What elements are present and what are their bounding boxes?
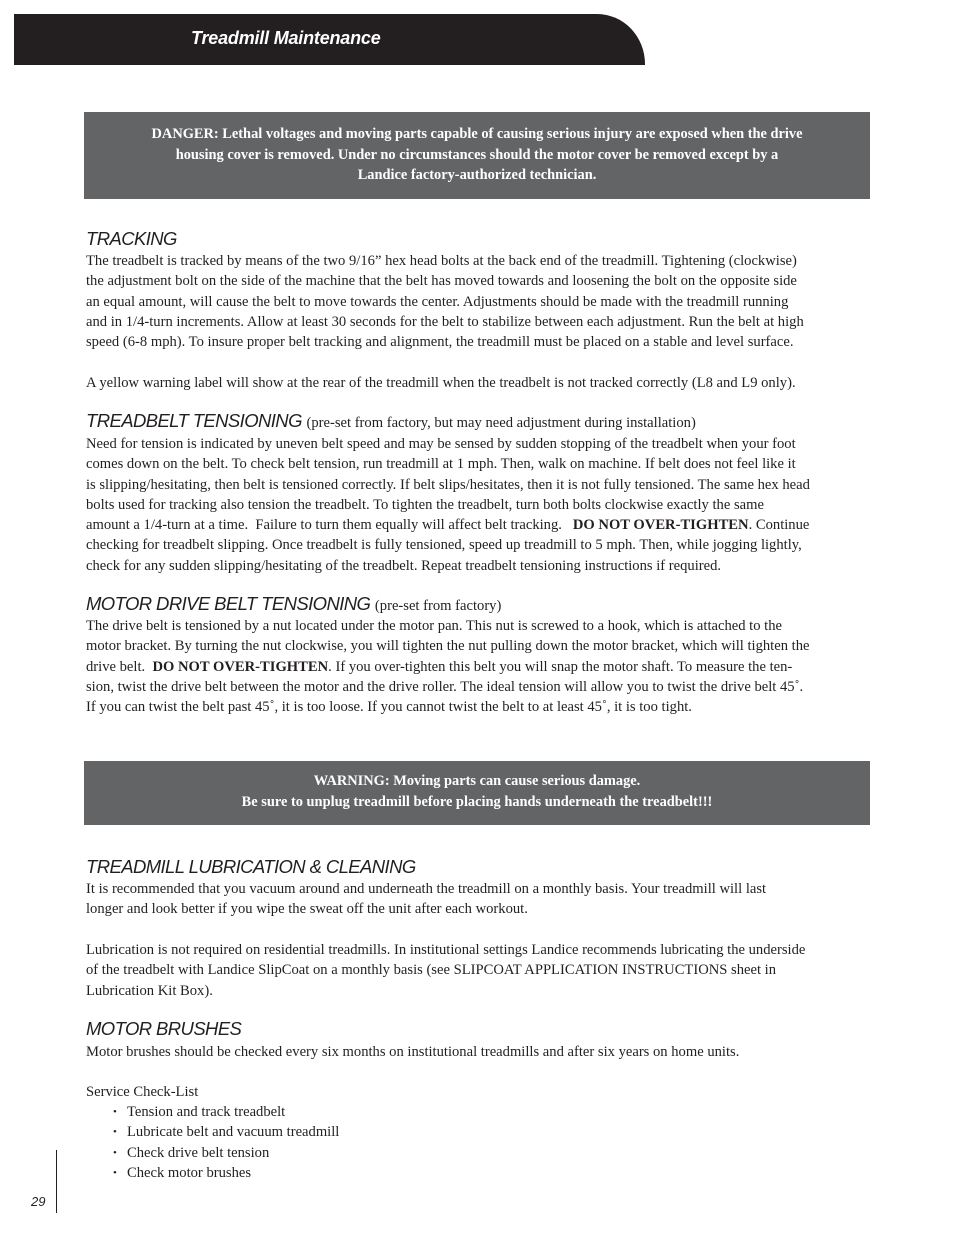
text-line: and in 1/4-turn increments. Allow at least 30 seconds for the belt to stabilize between each adjustment. Run the belt at high	[86, 313, 804, 330]
emphasis-text: DO NOT OVER-TIGHTEN	[152, 658, 329, 675]
motor-drive-belt-title: MOTOR DRIVE BELT TENSIONING	[86, 593, 371, 614]
motor-brushes-text	[86, 1042, 876, 1062]
text-line: Need for tension is indicated by uneven belt speed and may be sensed by sudden stopping of the treadbelt when your foot	[86, 436, 796, 452]
danger-line: housing cover is removed. Under no circumstances should the motor cover be removed except by a	[175, 146, 779, 163]
text-line	[86, 657, 876, 677]
warning-line: WARNING: Moving parts can cause serious damage.	[313, 773, 641, 789]
motor-brushes-heading	[86, 1018, 241, 1041]
list-item-text: Lubricate belt and vacuum treadmill	[127, 1124, 340, 1141]
danger-line: DANGER: Lethal voltages and moving parts capable of causing serious injury are exposed when the drive	[151, 126, 803, 142]
page-number: 29	[31, 1194, 46, 1209]
tracking-note	[86, 373, 876, 393]
lubrication-heading	[86, 856, 416, 879]
text-line: The drive belt is tensioned by a nut located under the motor pan. This nut is screwed to a hook, which is attached to the	[86, 618, 783, 634]
lubrication-text-2	[86, 940, 876, 1001]
lubrication-title: TREADMILL LUBRICATION & CLEANING	[86, 856, 416, 877]
text-line: motor bracket. By turning the nut clockwise, you will tighten the nut pulling down the motor bracket, which will tighten the	[86, 638, 810, 655]
text-span: drive belt.	[86, 658, 153, 675]
page-title: Treadmill Maintenance	[191, 28, 381, 48]
emphasis-text: DO NOT OVER-TIGHTEN	[572, 517, 749, 534]
list-item	[113, 1143, 339, 1163]
list-item-text: Check motor brushes	[127, 1164, 252, 1181]
text-line: speed (6-8 mph). To insure proper belt tracking and alignment, the treadmill must be placed on a stable and level surface.	[86, 334, 794, 351]
motor-brushes-title: MOTOR BRUSHES	[86, 1018, 242, 1039]
tracking-text	[86, 251, 876, 352]
page-number-rule	[56, 1150, 57, 1213]
treadbelt-tensioning-subtitle: (pre-set from factory, but may need adjustment during installation)	[306, 415, 696, 431]
tracking-title: TRACKING	[86, 228, 177, 249]
tracking-heading	[86, 228, 177, 251]
treadbelt-tensioning-title: TREADBELT TENSIONING	[86, 410, 302, 431]
text-span: . Continue	[748, 517, 810, 534]
text-span: . If you over-tighten this belt you will snap the motor shaft. To measure the ten-	[328, 658, 793, 675]
text-line: The treadbelt is tracked by means of the two 9/16” hex head bolts at the back end of the treadmill. Tightening (clockwise)	[86, 253, 797, 269]
list-item-text: Check drive belt tension	[127, 1144, 270, 1161]
text-line: A yellow warning label will show at the rear of the treadmill when the treadbelt is not tracked correctly (L8 and L9 only).	[86, 375, 796, 391]
warning-line: Be sure to unplug treadmill before placing hands underneath the treadbelt!!!	[241, 793, 713, 810]
text-line: check for any sudden slipping/hesitating of the treadbelt. Repeat treadbelt tensioning instructions if required.	[86, 557, 722, 574]
service-checklist	[113, 1102, 339, 1183]
treadbelt-tensioning-text	[86, 434, 876, 576]
bullet-icon: •	[113, 1106, 117, 1118]
bullet-icon: •	[113, 1126, 117, 1139]
text-line: comes down on the belt. To check belt tension, run treadmill at 1 mph. Then, walk on machine. If belt does not feel like it	[86, 456, 796, 473]
text-line: checking for treadbelt slipping. Once treadbelt is fully tensioned, speed up treadmill to 5 mph. Then, while jogging lightly,	[86, 537, 802, 554]
text-line: sion, twist the drive belt between the motor and the drive roller. The ideal tension will allow you to twist the drive belt 45˚.	[86, 678, 804, 695]
text-line: is slipping/hesitating, then belt is tensioned correctly. If belt slips/hesitates, then it is not fully tensioned. The same hex head	[86, 476, 810, 493]
motor-drive-belt-subtitle: (pre-set from factory)	[374, 598, 502, 614]
text-line: Service Check-List	[86, 1084, 199, 1100]
text-line: bolts used for tracking also tension the treadbelt. To tighten the treadbelt, turn both bolts clockwise exactly the same	[86, 496, 764, 513]
list-item	[113, 1102, 339, 1122]
bullet-icon: •	[113, 1166, 117, 1179]
checklist-title	[86, 1082, 876, 1102]
text-line: Motor brushes should be checked every six months on institutional treadmills and after six years on home units.	[86, 1044, 740, 1060]
list-item	[113, 1163, 339, 1183]
text-line: It is recommended that you vacuum around and underneath the treadmill on a monthly basis. Your treadmill will last	[86, 881, 767, 897]
text-line: longer and look better if you wipe the sweat off the unit after each workout.	[86, 901, 528, 918]
text-line: of the treadbelt with Landice SlipCoat on a monthly basis (see SLIPCOAT APPLICATION INSTRUCTIONS sheet in	[86, 962, 777, 979]
text-line: an equal amount, will cause the belt to move towards the center. Adjustments should be made with the treadmill running	[86, 293, 789, 310]
treadbelt-tensioning-heading	[86, 410, 696, 433]
list-item	[113, 1122, 339, 1142]
list-item-text: Tension and track treadbelt	[127, 1104, 286, 1120]
danger-line: Landice factory-authorized technician.	[357, 167, 597, 183]
warning-notice	[84, 761, 870, 825]
motor-drive-belt-heading	[86, 593, 501, 616]
bullet-icon: •	[113, 1146, 117, 1159]
text-line: the adjustment bolt on the side of the machine that the belt has moved towards and loosening the bolt on the opposite side	[86, 273, 797, 290]
danger-notice	[84, 112, 870, 199]
motor-drive-belt-text	[86, 616, 876, 717]
text-line: Lubrication Kit Box).	[86, 982, 213, 999]
lubrication-text-1	[86, 879, 876, 920]
text-span: amount a 1/4-turn at a time. Failure to turn them equally will affect belt tracking.	[86, 517, 573, 534]
text-line: Lubrication is not required on residential treadmills. In institutional settings Landice recommends lubricating the underside	[86, 942, 806, 958]
text-line	[86, 515, 876, 535]
text-line: If you can twist the belt past 45˚, it is too loose. If you cannot twist the belt to at least 45˚, it is too tight.	[86, 699, 692, 716]
